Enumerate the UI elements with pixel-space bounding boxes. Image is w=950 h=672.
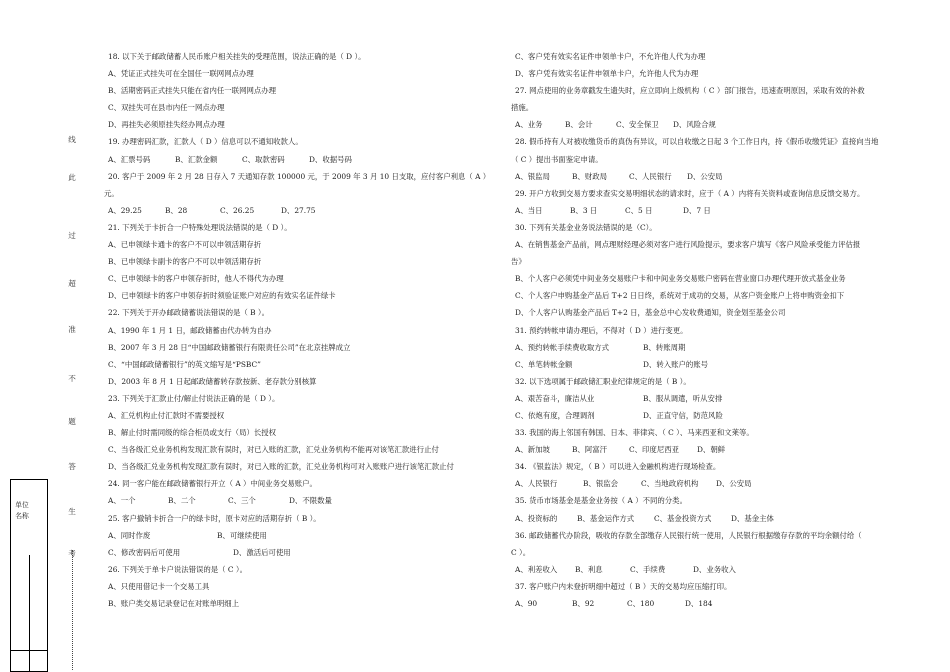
option-text: D、公安局 (687, 171, 723, 181)
option-text: B、财政局 (572, 171, 607, 181)
question-text: 27. 网点使用的业务章戳发生遗失时，应立即向上级机构（ C ）部门报告，迅速查明原因，采取有效的补救 (515, 86, 865, 96)
option-row (511, 390, 916, 407)
option-text: A、同时作废 (108, 530, 151, 540)
option-text: C、安全保卫 (616, 120, 659, 130)
option-text: A、人民银行 (515, 479, 558, 489)
unit-name-divider (29, 555, 30, 672)
answer-line: （ C ）提出书面鉴定申请。 (511, 154, 603, 164)
option-text: C、基金投资方式 (654, 513, 712, 523)
answer-line: A、已申领绿卡通卡的客户不可以申领活期存折 (108, 240, 262, 250)
answer-line: C、双挂失可在县市内任一网点办理 (108, 103, 225, 113)
option-text: B、汇款金额 (175, 154, 218, 164)
option-text: D、7 日 (683, 205, 711, 215)
answer-line: C ）。 (511, 547, 531, 557)
answer-line: A、凭证正式挂失可在全国任一联网网点办理 (108, 69, 254, 79)
answer-line: A、在销售基金产品前，网点理财经理必须对客户进行风险提示，要求客户填写《客户风险承受能力评估报 (515, 240, 861, 250)
question-text: 22. 下列关于开办邮政储蓄说法错误的是（ B ）。 (108, 308, 269, 318)
answer-line: D、当各级汇兑业务机构发现汇款有误时，对已入账的汇款，汇兑业务机构可对入账账户进行该笔汇款止付 (108, 462, 454, 472)
option-text: A、当日 (515, 205, 543, 215)
question-text: 28. 假币持有人对被收缴货币的真伪有异议，可以自收缴之日起 3 个工作日内，持《假币收缴凭证》直接向当地 (515, 137, 879, 147)
answer-line: C、客户凭有效实名证件申领单卡户，不允许他人代为办理 (515, 52, 706, 61)
option-text: C、手续费 (630, 564, 666, 574)
answer-line: D、个人客户认购基金产品后 T+2 日，基金总中心发收费通知，资金划至基金公司 (515, 308, 786, 318)
option-text: B、会计 (565, 120, 593, 130)
option-text: C、5 日 (625, 205, 653, 215)
answer-line: A、汇兑机构止付汇款时不需要授权 (108, 410, 225, 420)
option-text: C、取款密码 (242, 154, 285, 164)
answer-line: B、账户类交易记录登记在对账单明细上 (108, 599, 240, 608)
option-text: C、26.25 (220, 205, 255, 215)
answer-line: D、已申领绿卡的客户申领存折时须验证账户对应的有效实名证件绿卡 (108, 291, 336, 301)
option-text: B、阿富汗 (572, 445, 607, 455)
question-text: 29. 开户方收到交易方要求查实交易明细状态的请求时，应于（ A ）内将有关资料或查询信息反馈交易方。 (515, 188, 865, 198)
answer-line: C、“中国邮政储蓄银行”的英文缩写是“PSBC” (108, 359, 261, 369)
option-text: B、可继续使用 (217, 530, 267, 540)
option-text: D、风险合规 (673, 120, 716, 130)
option-row (104, 527, 499, 544)
option-row (511, 339, 916, 356)
margin-char: 此 (68, 173, 76, 182)
option-text: A、预约转帐手续费收取方式 (515, 342, 610, 352)
option-text: C、修改密码后可使用 (108, 547, 181, 557)
answer-line: B、解止付时需同级的综合柜员或支行（局）长授权 (108, 428, 277, 438)
unit-name-bottom-rule (10, 650, 48, 651)
option-row (511, 510, 916, 527)
margin-char: 题 (68, 417, 76, 426)
answer-line: C、当各级汇兑业务机构发现汇款有误时，对已入账的汇款，汇兑业务机构不能再对该笔汇款进行止付 (108, 445, 439, 455)
option-text: D、业务收入 (693, 564, 736, 574)
answer-line: C、个人客户申购基金产品后 T+2 日日终，系统对于成功的交易，从客户资金账户上将申购资金扣下 (515, 291, 845, 301)
option-text: A、29.25 (108, 205, 142, 215)
question-text: 21. 下列关于卡折合一户特殊处理说法错误的是（ D ）。 (108, 222, 292, 232)
option-text: B、银监会 (583, 479, 618, 489)
option-text: B、二个 (168, 496, 196, 506)
option-text: C、当地政府机构 (641, 479, 699, 489)
option-text: B、3 日 (570, 205, 598, 215)
right-column (511, 48, 916, 612)
option-text: B、92 (572, 599, 595, 608)
answer-line: 元。 (104, 188, 119, 198)
answer-line: B、活期密码正式挂失只能在省内任一联网网点办理 (108, 86, 277, 96)
question-text: 23. 下列关于汇款止付/解止付说法正确的是（ D ）。 (108, 393, 280, 403)
option-row (511, 168, 916, 185)
option-text: C、三个 (228, 496, 256, 506)
question-text: 37. 客户账户内未登折明细中超过（ B ）天的交易均应压缩打印。 (515, 581, 732, 591)
margin-char: 准 (68, 325, 76, 334)
margin-char: 线 (68, 135, 76, 144)
question-text: 26. 下列关于单卡户说法错误的是（ C ）。 (108, 564, 248, 574)
option-row (104, 492, 499, 509)
answer-line: C、已申领绿卡的客户申领存折时，他人不得代为办理 (108, 274, 284, 284)
unit-name-label: 单位名称 (15, 501, 29, 520)
option-text: A、90 (515, 599, 538, 608)
option-text: B、基金运作方式 (577, 513, 635, 523)
answer-line: B、已申领绿卡副卡的客户不可以申领活期存折 (108, 257, 262, 267)
option-row (104, 151, 499, 168)
answer-line: B、2007 年 3 月 28 日“中国邮政储蓄银行有限责任公司”在北京挂牌成立 (108, 342, 351, 352)
option-text: C、人民银行 (629, 171, 672, 181)
question-text: 32. 以下选项属于邮政储汇职业纪律规定的是（ B ）。 (515, 376, 691, 386)
option-text: A、艰苦奋斗，廉洁从业 (515, 393, 595, 403)
question-text: 20. 客户于 2009 年 2 月 28 日存入 7 天通知存款 100000 元，于 2009 年 3 月 10 日支取，应付客户利息（ A ） (108, 171, 491, 181)
question-text: 19. 办理密码汇款，汇款人（ D ）信息可以不通知收款人。 (108, 137, 303, 147)
option-row (511, 561, 916, 578)
option-row (511, 116, 916, 133)
answer-line: D、客户凭有效实名证件申领单卡户，允许他人代为办理 (515, 69, 699, 79)
option-text: D、朝鲜 (697, 445, 726, 455)
option-text: B、28 (165, 205, 188, 215)
margin-char: 不 (68, 374, 76, 383)
option-row (511, 475, 916, 492)
margin-char: 生 (68, 507, 76, 516)
answer-line: 告》 (511, 257, 526, 267)
margin-char: 考 (68, 549, 76, 558)
option-row (511, 407, 916, 424)
option-row (104, 544, 499, 561)
option-row (511, 202, 916, 219)
answer-line: 措施。 (511, 103, 534, 113)
option-row (511, 441, 916, 458)
option-text: D、转入账户的账号 (643, 359, 709, 369)
binding-dotted-line (72, 550, 73, 670)
option-text: B、服从调遣，听从安排 (643, 393, 723, 403)
option-text: C、依炮有度，合理调剂 (515, 410, 595, 420)
answer-line: D、2003 年 8 月 1 日起邮政储蓄转存款按新、老存款分别核算 (108, 376, 317, 386)
margin-char: 超 (68, 279, 76, 288)
option-text: A、投资标的 (515, 513, 558, 523)
option-row (511, 356, 916, 373)
option-text: B、利息 (575, 564, 603, 574)
question-text: 30. 下列有关基金业务说法错误的是（C）。 (515, 222, 657, 232)
margin-char: 过 (68, 231, 76, 240)
option-text: A、汇票号码 (108, 154, 151, 164)
answer-line: B、个人客户必须凭中间业务交易账户卡和中间业务交易账户密码在营业窗口办理代理开放式基金业务 (515, 274, 846, 284)
option-text: A、业务 (515, 120, 543, 130)
answer-line: A、只使用借记卡一个交易工具 (108, 581, 210, 591)
question-text: 34. 《银监法》规定，（ B ）可以进入金融机构进行现场检查。 (515, 462, 721, 472)
option-row (511, 595, 916, 612)
option-text: A、新加坡 (515, 445, 550, 455)
question-text: 25. 客户撤销卡折合一户的绿卡时，原卡对应的活期存折（ B ）。 (108, 513, 321, 523)
option-text: A、一个 (108, 496, 136, 506)
option-row (104, 202, 499, 219)
question-text: 35. 货币市场基金是基金业务按（ A ）不同的分类。 (515, 496, 687, 506)
option-text: B、转账周期 (643, 342, 686, 352)
option-text: C、单笔转帐金额 (515, 359, 573, 369)
question-text: 31. 预约转帐申请办理后，不得对（ D ）进行变更。 (515, 325, 688, 335)
option-text: D、184 (685, 599, 713, 608)
left-column (104, 48, 499, 612)
option-text: D、收据号码 (309, 154, 352, 164)
option-text: C、180 (627, 599, 655, 608)
option-text: D、正直守信，防范风险 (643, 410, 723, 420)
option-text: D、不限数量 (289, 496, 332, 506)
question-text: 36. 邮政储蓄代办阶段，吸收的存款全部缴存人民银行统一使用，人民银行根据缴存存款的平均余额付给（ (515, 530, 862, 540)
question-text: 18. 以下关于邮政储蓄人民币账户相关挂失的受理范围，说法正确的是（ D ）。 (108, 52, 366, 61)
option-text: C、印度尼西亚 (629, 445, 679, 455)
option-text: A、利差收入 (515, 564, 558, 574)
option-text: D、27.75 (281, 205, 316, 215)
question-text: 24. 同一客户能在邮政储蓄银行开立（ A ）中间业务交易账户。 (108, 479, 317, 489)
margin-char: 答 (68, 462, 76, 471)
option-text: D、公安局 (716, 479, 752, 489)
option-text: D、激活后可使用 (233, 547, 291, 557)
option-text: D、基金主体 (731, 513, 774, 523)
question-text: 33. 我国的海上邻国有韩国、日本、菲律宾、（ C ）、马来西亚和文莱等。 (515, 428, 754, 438)
option-text: A、银监局 (515, 171, 550, 181)
answer-line: D、再挂失必须原挂失经办网点办理 (108, 120, 225, 130)
answer-line: A、1990 年 1 月 1 日，邮政储蓄由代办转为自办 (108, 325, 272, 335)
